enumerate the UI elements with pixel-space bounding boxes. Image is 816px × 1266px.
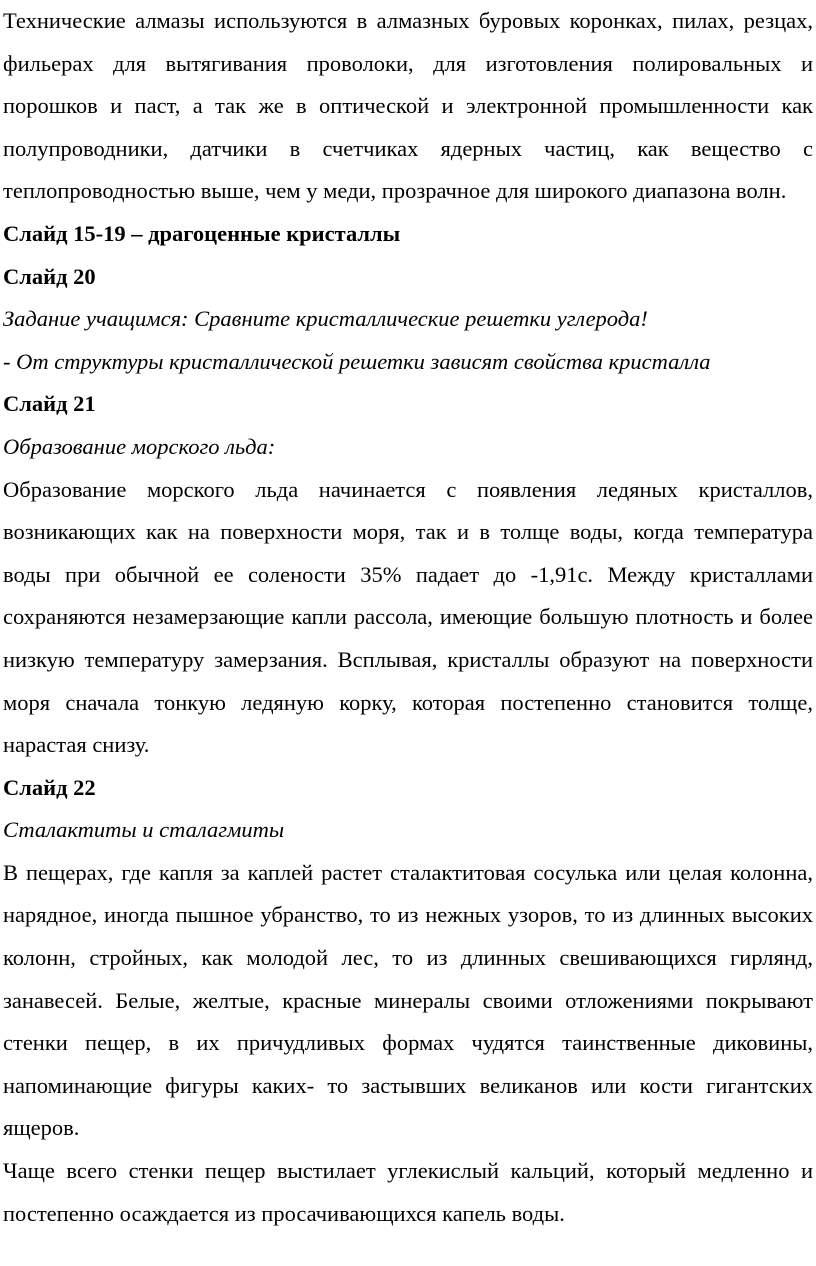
paragraph-sea-ice: Образование морского льда начинается с появления ледяных кристаллов, возникающих как на поверхности моря, так и в толще воды, когда температура воды при обычной ее солености 35% падает до -1,91с. Между кристаллами сохраняются незамерзающие капли рассола, имеющие большую плотность и более низкую температуру замерзания. Всплывая, кристаллы образуют на поверхности моря сначала тонкую ледяную корку, которая постепенно становится толще, нарастая снизу. [3,476,813,758]
subtitle-stalactites: Сталактиты и сталагмиты [3,817,285,843]
paragraph-technical-diamonds: Технические алмазы используются в алмазных буровых коронках, пилах, резцах, фильерах для вытягивания проволоки, для изготовления полировальных и порошков и паст, а так же в оптической и электронной промышленности как полупроводники, датчики в счетчиках ядерных частиц, как вещество с теплопроводностью выше, чем у меди, прозрачное для широкого диапазона волн. [3,8,813,204]
task-for-students: Задание учащимся: Сравните кристаллические решетки углерода! [3,306,648,332]
heading-slide-22: Слайд 22 [3,774,96,800]
heading-slide-20: Слайд 20 [3,263,96,289]
task-answer: - От структуры кристаллической решетки зависят свойства кристалла [3,348,711,374]
paragraph-calcium: Чаще всего стенки пещер выстилает углекислый кальций, который медленно и постепенно осаждается из просачивающихся капель воды. [3,1158,813,1226]
document-page [3,0,813,1235]
subtitle-sea-ice: Образование морского льда: [3,433,276,459]
heading-slide-21: Слайд 21 [3,391,96,417]
heading-slide-15-19: Слайд 15-19 – драгоценные кристаллы [3,220,401,246]
paragraph-caves: В пещерах, где капля за каплей растет сталактитовая сосулька или целая колонна, нарядное, иногда пышное убранство, то из нежных узоров, то из длинных высоких колонн, стройных, как молодой лес, то из длинных свешивающихся гирлянд, занавесей. Белые, желтые, красные минералы своими отложениями покрывают стенки пещер, в их причудливых формах чудятся таинственные диковины, напоминающие фигуры каких- то застывших великанов или кости гигантских ящеров. [3,859,813,1141]
